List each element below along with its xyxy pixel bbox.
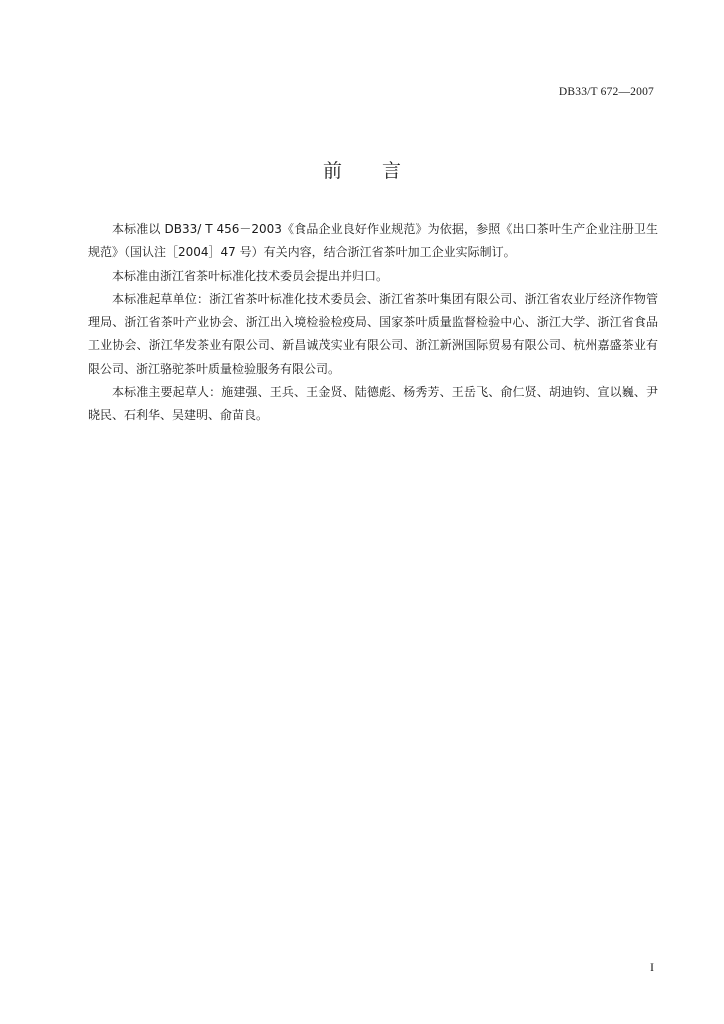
paragraph-drafters: 本标准主要起草人：施建强、王兵、王金贤、陆德彪、杨秀芳、王岳飞、俞仁贤、胡迪钧、宣以巍、尹晓民、石利华、吴建明、俞苗良。 (88, 385, 658, 423)
paragraph-basis: 本标准以 DB33/ T 456－2003《食品企业良好作业规范》为依据，参照《出口茶叶生产企业注册卫生规范》（国认注［2004］47 号）有关内容，结合浙江省茶叶加工企业实际制订。 (88, 222, 658, 260)
foreword-body (88, 218, 658, 428)
paragraph-drafting-units: 本标准起草单位：浙江省茶叶标准化技术委员会、浙江省茶叶集团有限公司、浙江省农业厅经济作物管理局、浙江省茶叶产业协会、浙江出入境检验检疫局、国家茶叶质量监督检验中心、浙江大学、浙江省食品工业协会、浙江华发茶业有限公司、新昌诚茂实业有限公司、浙江新洲国际贸易有限公司、杭州嘉盛茶业有限公司、浙江骆驼茶叶质量检验服务有限公司。 (88, 291, 658, 376)
document-code: DB33/T 672—2007 (558, 86, 654, 98)
paragraph-proposer: 本标准由浙江省茶叶标准化技术委员会提出并归口。 (112, 268, 389, 283)
page-title: 前言 (322, 160, 441, 182)
page-number: I (650, 960, 654, 974)
